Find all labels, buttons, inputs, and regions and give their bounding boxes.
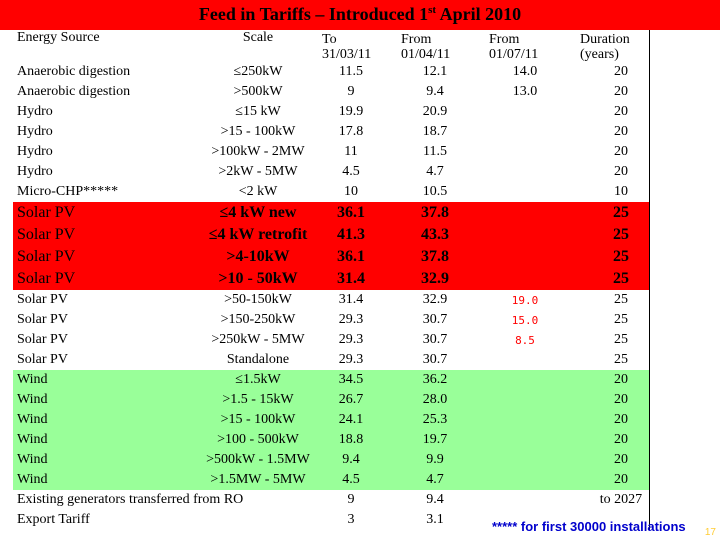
cell-from-010411: 10.5 xyxy=(422,184,448,199)
header-to xyxy=(322,30,380,64)
cell-from-010711 xyxy=(489,390,561,410)
cell-scale: ≤4 kW new xyxy=(219,204,297,221)
cell-duration: 25 xyxy=(614,292,628,307)
cell-from-010411: 9.4 xyxy=(426,492,444,507)
title-superscript: st xyxy=(428,4,437,16)
cell-from-010411: 30.7 xyxy=(422,352,448,367)
table-row xyxy=(13,490,649,510)
cell-energy-source: Anaerobic digestion xyxy=(17,64,131,79)
cell-energy-source: Wind xyxy=(17,392,48,407)
cell-from-010411: 32.9 xyxy=(422,292,448,307)
table-row xyxy=(13,82,649,102)
cell-from-010711 xyxy=(489,182,561,202)
cell-energy-source: Solar PV xyxy=(17,204,76,221)
cell-energy-source: Wind xyxy=(17,472,48,487)
cell-energy-source: Wind xyxy=(17,432,48,447)
cell-to-310311: 3 xyxy=(347,512,355,527)
table-row xyxy=(13,430,649,450)
cell-from-010411: 4.7 xyxy=(426,164,444,179)
cell-from-010411: 3.1 xyxy=(426,512,444,527)
cell-energy-source: Existing generators transferred from RO xyxy=(17,492,244,507)
cell-energy-source: Anaerobic digestion xyxy=(17,84,131,99)
cell-from-010411: 37.8 xyxy=(421,248,449,265)
table-row xyxy=(13,162,649,182)
cell-to-310311: 29.3 xyxy=(338,352,364,367)
cell-from-010411: 20.9 xyxy=(422,104,448,119)
cell-to-310311: 9 xyxy=(347,84,355,99)
cell-to-310311: 36.1 xyxy=(337,204,365,221)
cell-energy-source: Hydro xyxy=(17,164,53,179)
cell-from-010711 xyxy=(489,470,561,490)
cell-from-010711 xyxy=(489,350,561,370)
cell-scale: >500kW xyxy=(233,84,283,99)
cell-to-310311: 4.5 xyxy=(342,472,360,487)
cell-energy-source: Solar PV xyxy=(17,270,76,287)
cell-duration: 25 xyxy=(614,332,628,347)
table-row xyxy=(13,410,649,430)
cell-to-310311: 31.4 xyxy=(337,270,365,287)
table-row xyxy=(13,268,649,290)
cell-from-010711 xyxy=(489,430,561,450)
cell-duration: 25 xyxy=(614,312,628,327)
header-duration-line1: Duration xyxy=(580,32,630,47)
header-from-0104-line2: 01/04/11 xyxy=(401,47,451,62)
cell-scale: Standalone xyxy=(226,352,290,367)
cell-from-010711 xyxy=(489,162,561,182)
cell-scale: >1.5 - 15kW xyxy=(222,392,294,407)
cell-energy-source: Hydro xyxy=(17,144,53,159)
cell-scale: >15 - 100kW xyxy=(220,412,296,427)
cell-scale: ≤1.5kW xyxy=(235,372,281,387)
cell-duration: 10 xyxy=(614,184,628,199)
cell-duration: 25 xyxy=(613,270,629,287)
table-row xyxy=(13,102,649,122)
cell-energy-source: Solar PV xyxy=(17,352,68,367)
cell-from-010711 xyxy=(489,490,561,510)
cell-scale: >15 - 100kW xyxy=(220,124,296,139)
table-header-row xyxy=(13,30,649,64)
table-row xyxy=(13,330,649,350)
table-row xyxy=(13,450,649,470)
table-row xyxy=(13,290,649,310)
cell-to-310311: 24.1 xyxy=(338,412,364,427)
cell-from-010711 xyxy=(489,410,561,430)
cell-from-010411: 30.7 xyxy=(422,332,448,347)
cell-scale: >4-10kW xyxy=(226,248,290,265)
table-row xyxy=(13,224,649,246)
cell-from-010411: 9.9 xyxy=(426,452,444,467)
cell-duration: 20 xyxy=(614,372,628,387)
cell-duration: 25 xyxy=(613,226,629,243)
cell-from-010711 xyxy=(489,142,561,162)
cell-energy-source: Hydro xyxy=(17,124,53,139)
cell-from-010411: 37.8 xyxy=(421,204,449,221)
header-from-0107-line1: From xyxy=(489,32,520,47)
table-row xyxy=(13,142,649,162)
cell-scale: <2 kW xyxy=(238,184,278,199)
cell-to-310311: 9 xyxy=(347,492,355,507)
cell-to-310311: 18.8 xyxy=(338,432,364,447)
header-energy-source: Energy Source xyxy=(17,30,100,45)
cell-from-010711: 15.0 xyxy=(511,313,539,327)
table-row xyxy=(13,470,649,490)
cell-from-010711: 13.0 xyxy=(512,84,538,99)
cell-from-010411: 30.7 xyxy=(422,312,448,327)
table-row xyxy=(13,122,649,142)
cell-from-010711 xyxy=(489,202,561,224)
page-number: 17 xyxy=(704,527,716,538)
cell-duration: 25 xyxy=(613,248,629,265)
cell-scale: >2kW - 5MW xyxy=(218,164,298,179)
cell-energy-source: Micro-CHP***** xyxy=(17,184,119,199)
cell-from-010411: 36.2 xyxy=(422,372,448,387)
title-text: Feed in Tariffs – Introduced 1 xyxy=(198,4,429,24)
cell-from-010711 xyxy=(489,246,561,268)
cell-from-010411: 12.1 xyxy=(422,64,448,79)
cell-scale: >250kW - 5MW xyxy=(211,332,305,347)
cell-duration: 20 xyxy=(614,124,628,139)
cell-scale: >10 - 50kW xyxy=(218,270,298,287)
cell-from-010711 xyxy=(489,224,561,246)
cell-from-010711 xyxy=(489,268,561,290)
header-scale: Scale xyxy=(242,30,274,45)
cell-from-010711: 14.0 xyxy=(512,64,538,79)
header-from-0104 xyxy=(401,30,469,64)
cell-from-010411: 19.7 xyxy=(422,432,448,447)
cell-duration: 20 xyxy=(614,164,628,179)
table-row xyxy=(13,370,649,390)
cell-energy-source: Solar PV xyxy=(17,332,68,347)
cell-duration: 20 xyxy=(614,472,628,487)
table-row xyxy=(13,246,649,268)
cell-to-310311: 11.5 xyxy=(339,64,363,79)
cell-from-010711 xyxy=(489,122,561,142)
cell-duration: 25 xyxy=(613,204,629,221)
cell-to-310311: 19.9 xyxy=(338,104,364,119)
table-row xyxy=(13,390,649,410)
cell-from-010411: 25.3 xyxy=(422,412,448,427)
cell-duration: 20 xyxy=(614,84,628,99)
cell-to-310311: 41.3 xyxy=(337,226,365,243)
cell-to-310311: 26.7 xyxy=(338,392,364,407)
cell-to-310311: 29.3 xyxy=(338,332,364,347)
cell-to-310311: 17.8 xyxy=(338,124,364,139)
cell-duration: 20 xyxy=(614,64,628,79)
cell-from-010711: 19.0 xyxy=(511,293,539,307)
page-title xyxy=(0,4,720,25)
cell-scale: >500kW - 1.5MW xyxy=(206,452,310,467)
cell-energy-source: Solar PV xyxy=(17,292,68,307)
cell-duration: 20 xyxy=(614,392,628,407)
cell-to-310311: 9.4 xyxy=(342,452,360,467)
table-row xyxy=(13,202,649,224)
cell-from-010411: 43.3 xyxy=(421,226,449,243)
cell-from-010711 xyxy=(489,370,561,390)
cell-scale: >50-150kW xyxy=(224,292,292,307)
cell-from-010711: 8.5 xyxy=(515,333,535,347)
cell-to-310311: 36.1 xyxy=(337,248,365,265)
cell-duration: to 2027 xyxy=(599,492,643,507)
header-to-line1: To xyxy=(322,32,337,47)
cell-scale: >150-250kW xyxy=(220,312,296,327)
cell-energy-source: Wind xyxy=(17,412,48,427)
table-row xyxy=(13,310,649,330)
cell-duration: 20 xyxy=(614,452,628,467)
cell-duration: 20 xyxy=(614,412,628,427)
header-duration xyxy=(580,30,662,64)
cell-energy-source: Export Tariff xyxy=(17,512,90,527)
cell-scale: >1.5MW - 5MW xyxy=(210,472,306,487)
cell-from-010411: 28.0 xyxy=(422,392,448,407)
cell-to-310311: 11 xyxy=(344,144,358,159)
cell-scale: ≤15 kW xyxy=(235,104,281,119)
table-row xyxy=(13,350,649,370)
footnote: ***** for first 30000 installations xyxy=(492,519,686,534)
cell-to-310311: 34.5 xyxy=(338,372,364,387)
cell-energy-source: Solar PV xyxy=(17,226,76,243)
cell-scale: >100kW - 2MW xyxy=(211,144,305,159)
cell-scale: ≤250kW xyxy=(233,64,283,79)
header-from-0104-line1: From xyxy=(401,32,432,47)
cell-duration: 25 xyxy=(614,352,628,367)
cell-duration: 20 xyxy=(614,144,628,159)
table-row xyxy=(13,182,649,202)
cell-duration: 20 xyxy=(614,104,628,119)
cell-scale: ≤4 kW retrofit xyxy=(208,226,308,243)
cell-to-310311: 10 xyxy=(344,184,358,199)
table-row xyxy=(13,62,649,82)
cell-scale: >100 - 500kW xyxy=(217,432,299,447)
cell-from-010411: 11.5 xyxy=(423,144,447,159)
cell-from-010411: 9.4 xyxy=(426,84,444,99)
title-text-suffix: April 2010 xyxy=(436,4,522,24)
cell-energy-source: Solar PV xyxy=(17,312,68,327)
header-duration-line2: (years) xyxy=(580,47,619,62)
cell-from-010711 xyxy=(489,102,561,122)
cell-from-010411: 4.7 xyxy=(426,472,444,487)
header-from-0107 xyxy=(489,30,561,64)
cell-to-310311: 29.3 xyxy=(338,312,364,327)
cell-from-010411: 32.9 xyxy=(421,270,449,287)
cell-energy-source: Solar PV xyxy=(17,248,76,265)
cell-energy-source: Hydro xyxy=(17,104,53,119)
cell-to-310311: 4.5 xyxy=(342,164,360,179)
cell-duration: 20 xyxy=(614,432,628,447)
cell-energy-source: Wind xyxy=(17,372,48,387)
header-to-line2: 31/03/11 xyxy=(322,47,372,62)
header-from-0107-line2: 01/07/11 xyxy=(489,47,539,62)
cell-energy-source: Wind xyxy=(17,452,48,467)
cell-from-010411: 18.7 xyxy=(422,124,448,139)
cell-to-310311: 31.4 xyxy=(338,292,364,307)
cell-from-010711 xyxy=(489,450,561,470)
